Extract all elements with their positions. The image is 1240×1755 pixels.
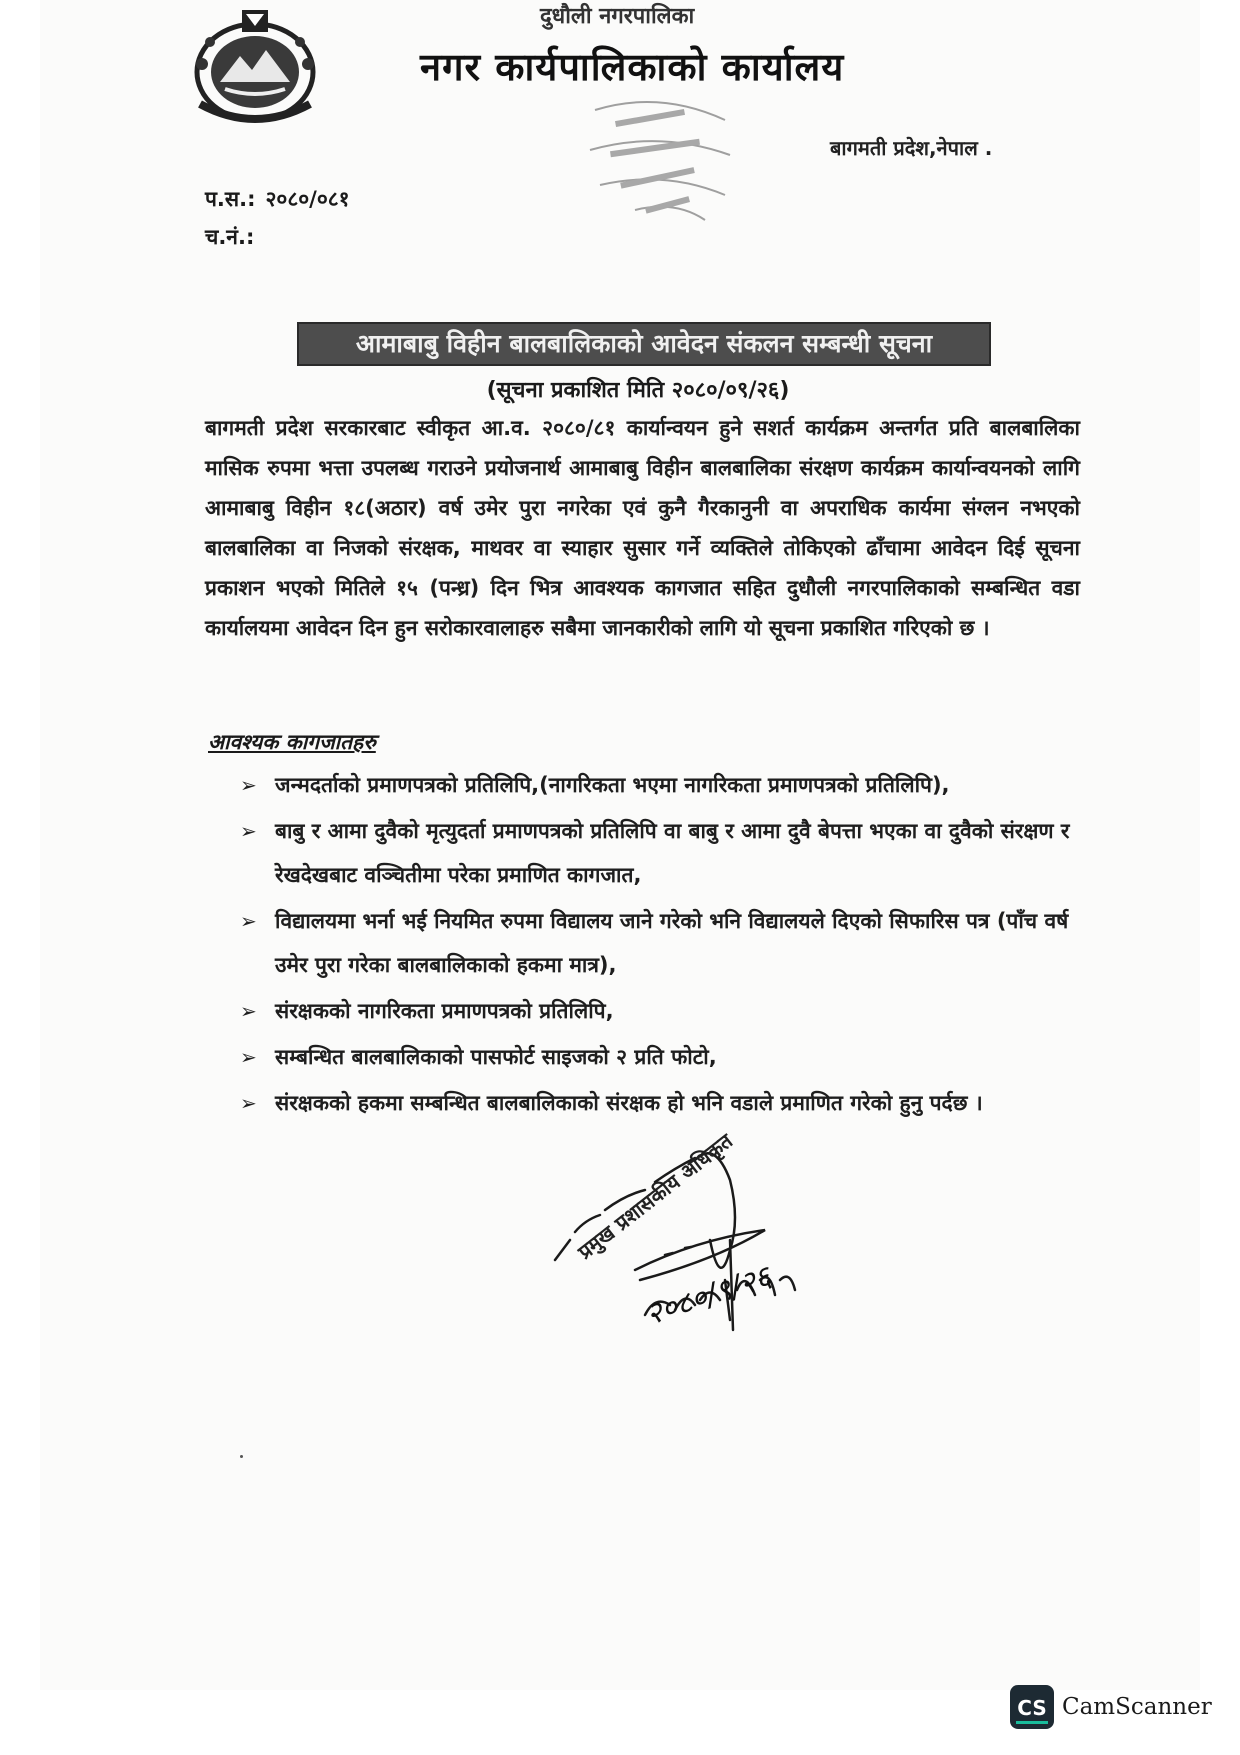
notice-publish-date: (सूचना प्रकाशित मिति २०८०/०९/२६) [486, 378, 790, 403]
required-documents-list [240, 763, 1080, 1127]
list-item-text: संरक्षकको नागरिकता प्रमाणपत्रको प्रतिलिपि, [275, 999, 614, 1023]
list-item-text: जन्मदर्ताको प्रमाणपत्रको प्रतिलिपि,(नागरिकता भएमा नागरिकता प्रमाणपत्रको प्रतिलिपि), [275, 773, 950, 797]
list-item-text: संरक्षकको हकमा सम्बन्धित बालबालिकाको संरक्षक हो भनि वडाले प्रमाणित गरेको हुनु पर्दछ । [275, 1091, 983, 1115]
signature-date: २०८०/९/२६ [641, 1259, 776, 1333]
arrow-bullet-icon: ➢ [240, 1091, 257, 1115]
fiscal-year-row [205, 180, 350, 218]
fiscal-year-value: २०८०/०८१ [265, 187, 350, 211]
office-name: नगर कार्यपालिकाको कार्यालय [420, 45, 845, 89]
list-item [240, 1081, 1080, 1125]
scan-speck [240, 1455, 243, 1458]
signature-title: प्रमुख प्रशासकीय अधिकृत [573, 1128, 737, 1264]
list-item-text: बाबु र आमा दुवैको मृत्युदर्ता प्रमाणपत्रको प्रतिलिपि वा बाबु र आमा दुवै बेपत्ता भएका वा दुवैको संरक्षण र रेखदेखबाट वञ्चितीमा परेका प्रमाणित कागजात, [275, 819, 1070, 887]
camscanner-logo-icon [1010, 1685, 1054, 1729]
fiscal-year-label: प.स.: [205, 187, 256, 211]
camscanner-badge-text: CS [1017, 1696, 1047, 1720]
dispatch-number-label: च.नं.: [205, 225, 255, 249]
office-stamp-icon [575, 90, 745, 230]
notice-title: आमाबाबु विहीन बालबालिकाको आवेदन संकलन सम्बन्धी सूचना [297, 322, 991, 366]
municipality-name: दुधौली नगरपालिका [540, 4, 695, 29]
arrow-bullet-icon: ➢ [240, 1045, 257, 1069]
list-item [240, 809, 1080, 897]
list-item [240, 763, 1080, 807]
list-item [240, 899, 1080, 987]
arrow-bullet-icon: ➢ [240, 819, 257, 843]
government-emblem-icon [180, 4, 330, 129]
camscanner-name: CamScanner [1062, 1694, 1212, 1720]
camscanner-watermark [1010, 1685, 1212, 1729]
arrow-bullet-icon: ➢ [240, 909, 257, 933]
list-item-text: विद्यालयमा भर्ना भई नियमित रुपमा विद्यालय जाने गरेको भनि विद्यालयले दिएको सिफारिस पत्र (पाँच वर्ष उमेर पुरा गरेका बालबालिकाको हकमा मात्र), [275, 909, 1069, 977]
signature-icon [545, 1120, 875, 1350]
list-item-text: सम्बन्धित बालबालिकाको पासफोर्ट साइजको २ प्रति फोटो, [275, 1045, 717, 1069]
arrow-bullet-icon: ➢ [240, 773, 257, 797]
required-documents-heading: आवश्यक कागजातहरु [208, 730, 376, 754]
list-item [240, 989, 1080, 1033]
dispatch-number-row [205, 218, 350, 256]
list-item [240, 1035, 1080, 1079]
province-address: बागमती प्रदेश,नेपाल . [830, 136, 993, 160]
notice-body: बागमती प्रदेश सरकारबाट स्वीकृत आ.व. २०८०/८१ कार्यान्वयन हुने सशर्त कार्यक्रम अन्तर्गत प्रति बालबालिका मासिक रुपमा भत्ता उपलब्ध गराउने प्रयोजनार्थ आमाबाबु विहीन बालबालिका संरक्षण कार्यक्रम कार्यान्वयनको लागि आमाबाबु विहीन १८(अठार) वर्ष उमेर पुरा नगरेका एवं कुनै गैरकानुनी वा अपराधिक कार्यमा संग्लन नभएको बालबालिका वा निजको संरक्षक, माथवर वा स्याहार सुसार गर्ने व्यक्तिले तोकिएको ढाँचामा आवेदन दिई सूचना प्रकाशन भएको मितिले १५ (पन्ध्र) दिन भित्र आवश्यक कागजात सहित दुधौली नगरपालिकाको सम्बन्धित वडा कार्यालयमा आवेदन दिन हुन सरोकारवालाहरु सबैमा जानकारीको लागि यो सूचना प्रकाशित गरिएको छ । [205, 416, 1080, 640]
arrow-bullet-icon: ➢ [240, 999, 257, 1023]
reference-block [205, 180, 350, 256]
